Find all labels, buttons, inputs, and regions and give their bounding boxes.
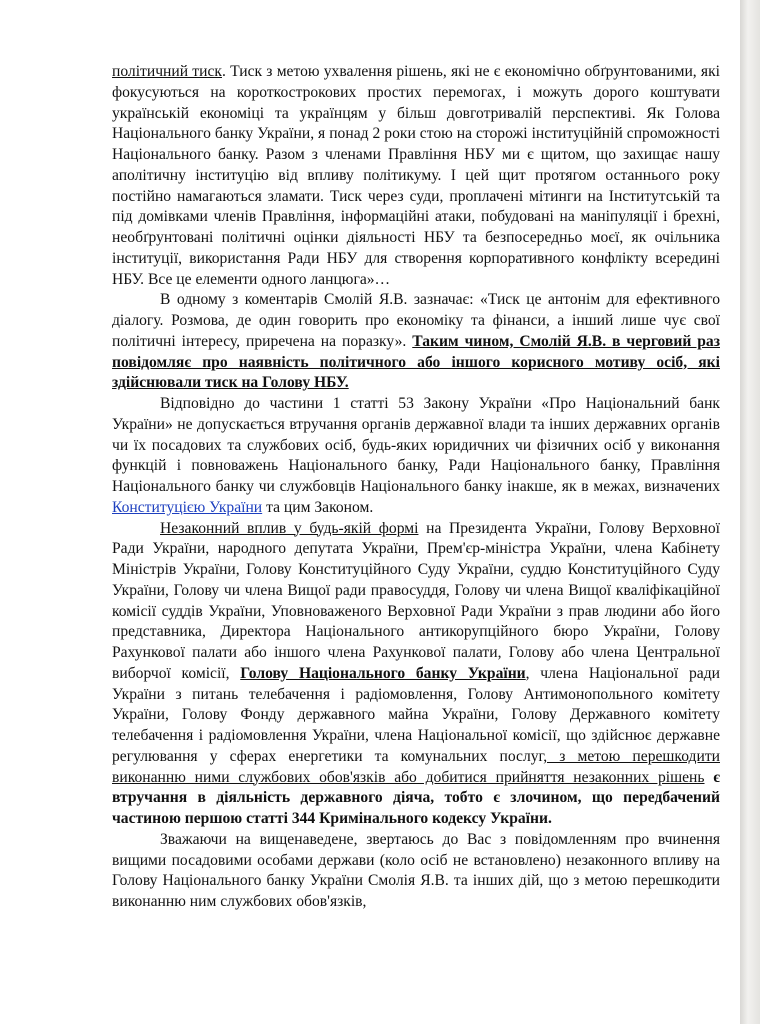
paragraph-3 <box>112 394 720 519</box>
run-4-4: , члена Національної ради України з питань телебачення і радіомовлення, Голову Антимонопольного комітету України, Голову Фонду державного майна України, Голову Державного комітету телебачення і радіомовлення України, члена Національної комісії, що здійснює державне регулювання у сферах енергетики та комунальних послуг <box>112 664 720 765</box>
paragraph-4 <box>112 519 720 830</box>
run-3-3: та цим Законом. <box>262 498 374 516</box>
run-1-1: політичний тиск <box>112 63 222 80</box>
run-5-1: Зважаючи на вищенаведене, звертаюсь до Вас з повідомленням про вчинення вищими посадовими особами держави (коло осіб не встановлено) незаконного впливу на Голову Національного банку України Смолія Я.В. та інших дій, що з метою перешкодити виконанню ним службових обов'язків, <box>112 830 720 910</box>
document-body <box>112 62 720 913</box>
paragraph-1 <box>112 62 720 290</box>
run-2-2: Таким чином, Смолій Я.В. в черговий раз повідомляє про наявність політичного або іншого корисного мотиву осіб, які здійснювали тиск на Голову НБУ. <box>112 332 720 392</box>
paragraph-5 <box>112 830 720 913</box>
run-2-1: В одному з коментарів Смолій Я.В. зазначає: «Тиск це антонім для ефективного діалогу. Розмова, де один говорить про економіку та фінанси, а інший лише чує свої політичні інтересу, приречена на поразку». <box>112 291 720 350</box>
run-4-1: Незаконний вплив у будь-якій формі <box>160 519 419 537</box>
run-3-1: Відповідно до частини 1 статті 53 Закону України «Про Національний банк України» не допускається втручання органів державної влади та інших державних органів чи їх посадових та службових осіб, будь-яких юридичних чи фізичних осіб у виконання функцій і повноважень Національного банку, Ради Національного банку, Правління Національного банку чи службовців Національного банку інакше, як в межах, визначених <box>112 395 720 495</box>
run-4-6: є втручання в діяльність державного діяча, тобто є злочином, що передбачений частиною першою статті 344 Кримінального кодексу України. <box>112 768 721 827</box>
page-edge <box>740 0 760 1024</box>
run-4-3: Голову Національного банку України <box>240 664 526 682</box>
paragraph-2 <box>112 290 720 394</box>
run-4-5: , з метою перешкодити виконанню ними службових обов'язків або добитися прийняття незаконних рішень <box>112 747 720 786</box>
constitution-link[interactable]: Конституцією України <box>112 498 263 516</box>
run-4-2: на Президента України, Голову Верховної Ради України, народного депутата України, Прем'єр-міністра України, члена Кабінету Міністрів України, Голову Конституційного Суду України, суддю Конституційного Суду України, Голову чи члена Вищої ради правосуддя, Голову чи члена Вищої кваліфікаційної комісії суддів України, Уповноваженого Верховної Ради України з прав людини або його представника, Директора Національного антикорупційного бюро України, Голову Рахункової палати або іншого члена Рахункової палати, Голову або члена Центральної виборчої комісії, <box>112 519 721 682</box>
run-1-2: . Тиск з метою ухвалення рішень, які не є економічно обґрунтованими, які фокусуються на короткострокових простих перемогах, і можуть дорого коштувати українській економіці та українцям у більш довготривалій перспективі. Як Голова Національного банку України, я понад 2 роки стою на сторожі інституційній спроможності Національного банку. Разом з членами Правління НБУ ми є щитом, що захищає нашу аполітичну інституцію від впливу політикуму. І цей щит протягом останнього року постійно намагаються зламати. Тиск через суди, проплачені мітинги на Інститутській та під домівками членів Правління, інформаційні атаки, побудовані на маніпуляції і брехні, необґрунтовані політичні оцінки діяльності НБУ та безпосередньо моєї, як очільника інституції, використання Ради НБУ для створення корпоративного конфлікту всередині НБУ. Все це елементи одного ланцюга»… <box>112 63 720 288</box>
